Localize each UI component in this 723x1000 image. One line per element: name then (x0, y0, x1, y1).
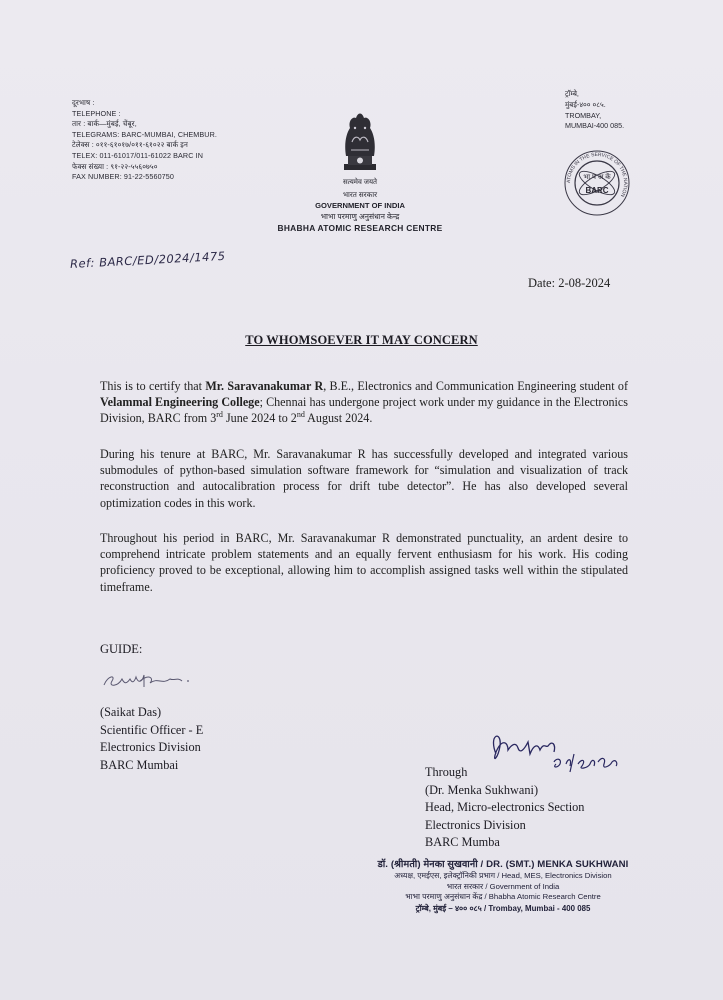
stamp-designation: अध्यक्ष, एमईएस, इलेक्ट्रॉनिकी प्रभाग / Head, MES, Electronics Division (394, 871, 612, 880)
letter-date: Date: 2-08-2024 (528, 276, 611, 290)
stamp-government: भारत सरकार / Government of India (446, 881, 560, 891)
organization-english: BHABHA ATOMIC RESEARCH CENTRE (277, 223, 443, 233)
signatory-line: Head, Micro-electronics Section (425, 800, 585, 814)
contact-line: दूरभाष : (72, 98, 95, 107)
logo-ring-text: ATOMS IN THE SERVICE OF THE NATION (565, 151, 629, 198)
student-name: Mr. Saravanakumar R (205, 379, 324, 393)
signatory-line: (Saikat Das) (100, 705, 162, 719)
paragraph-conduct: Throughout his period in BARC, Mr. Saravanakumar R demonstrated punctuality, an ardent desire to comprehend intricate problem statements and an equally fervent enthusiasm for his work. His coding proficiency proved to be exceptional, allowing him to accomplish assigned tasks well within the stipulated timeframe. (100, 531, 628, 594)
guide-signature (100, 665, 210, 695)
address-line: ट्रॉम्बे, (565, 89, 579, 98)
barc-logo (562, 148, 632, 218)
organization-hindi: भाभा परमाणु अनुसंधान केन्द्र (320, 212, 400, 221)
stamp-organization: भाभा परमाणु अनुसंधान केंद्र / Bhabha Atomic Research Centre (405, 892, 601, 901)
logo-hindi-text: भा प अ कें (583, 174, 611, 181)
emblem-motto: सत्यमेव जयते (342, 179, 378, 186)
letterhead-title-block (250, 178, 470, 234)
contact-line: FAX NUMBER: 91-22-5560750 (72, 172, 174, 182)
text-run: June 2024 to 2 (222, 411, 297, 426)
college-name: Velammal Engineering College (100, 395, 260, 410)
subject-text: TO WHOMSOEVER IT MAY CONCERN (245, 333, 478, 347)
national-emblem-icon (332, 106, 388, 178)
stamp-name: डॉ. (श्रीमती) मेनका सुखवानी / DR. (SMT.) MENKA SUKHWANI (377, 859, 629, 870)
government-english: GOVERNMENT OF INDIA (315, 201, 405, 210)
signatory-line: (Dr. Menka Sukhwani) (425, 782, 539, 797)
address-line: TROMBAY, (565, 110, 602, 120)
guide-signatory-block (100, 704, 203, 774)
text-run: This is to certify that (100, 379, 206, 393)
head-signatory-block (425, 764, 584, 852)
paragraph-work: During his tenure at BARC, Mr. Saravanakumar R has successfully developed and integrated various submodules of python-based simulation software framework for “simulation and visualization of track reconstruction and autocalibration process for drift tube detector”. He has also developed several optimization codes in this work. (100, 447, 628, 510)
signatory-line: Scientific Officer - E (100, 722, 204, 737)
signatory-line: Electronics Division (425, 817, 526, 832)
signatory-line: BARC Mumba (425, 835, 500, 849)
text-run: August 2024. (304, 411, 373, 426)
superscript: nd (296, 410, 305, 420)
guide-label: GUIDE: (100, 642, 143, 656)
address-line: मुंबई-४०० ०८५. (565, 99, 606, 109)
superscript: rd (216, 410, 223, 420)
text-run: , B.E., Electronics and Communication Engineering student of (323, 379, 628, 393)
reference-number: Ref: BARC/ED/2024/1475 (69, 248, 226, 271)
contact-line: तार : बार्क—मुंबई, चेंबूर, (72, 119, 137, 129)
logo-text: BARC (585, 186, 609, 195)
contact-line: टेलेक्स : ०११-६१०१७/०११-६१०२२ बार्क इन (72, 140, 189, 150)
contact-line: TELEX: 011-61017/011-61022 BARC IN (72, 150, 203, 160)
letterhead-address-block (565, 89, 675, 132)
contact-line: फेक्स संख्या : ९१-२२-५५६०७५० (72, 161, 158, 171)
signatory-line: BARC Mumbai (100, 757, 179, 772)
letter-subject (0, 331, 723, 349)
address-line: MUMBAI-400 085. (565, 121, 625, 131)
contact-line: TELEGRAMS: BARC-MUMBAI, CHEMBUR. (72, 129, 217, 139)
text-run: ; Chennai has undergone project work under my guidance in the Electronics Division, BARC from 3 (100, 395, 628, 426)
letterhead-contact-block (72, 98, 302, 183)
official-stamp (372, 859, 634, 914)
government-hindi: भारत सरकार (342, 190, 378, 199)
contact-line: TELEPHONE : (72, 108, 121, 118)
signatory-line: Electronics Division (100, 740, 201, 754)
signatory-line: Through (425, 765, 468, 779)
stamp-address: ट्रॉम्बे, मुंबई – ४०० ०८५ / Trombay, Mumbai - 400 085 (415, 903, 591, 913)
paragraph-certification (100, 378, 628, 427)
